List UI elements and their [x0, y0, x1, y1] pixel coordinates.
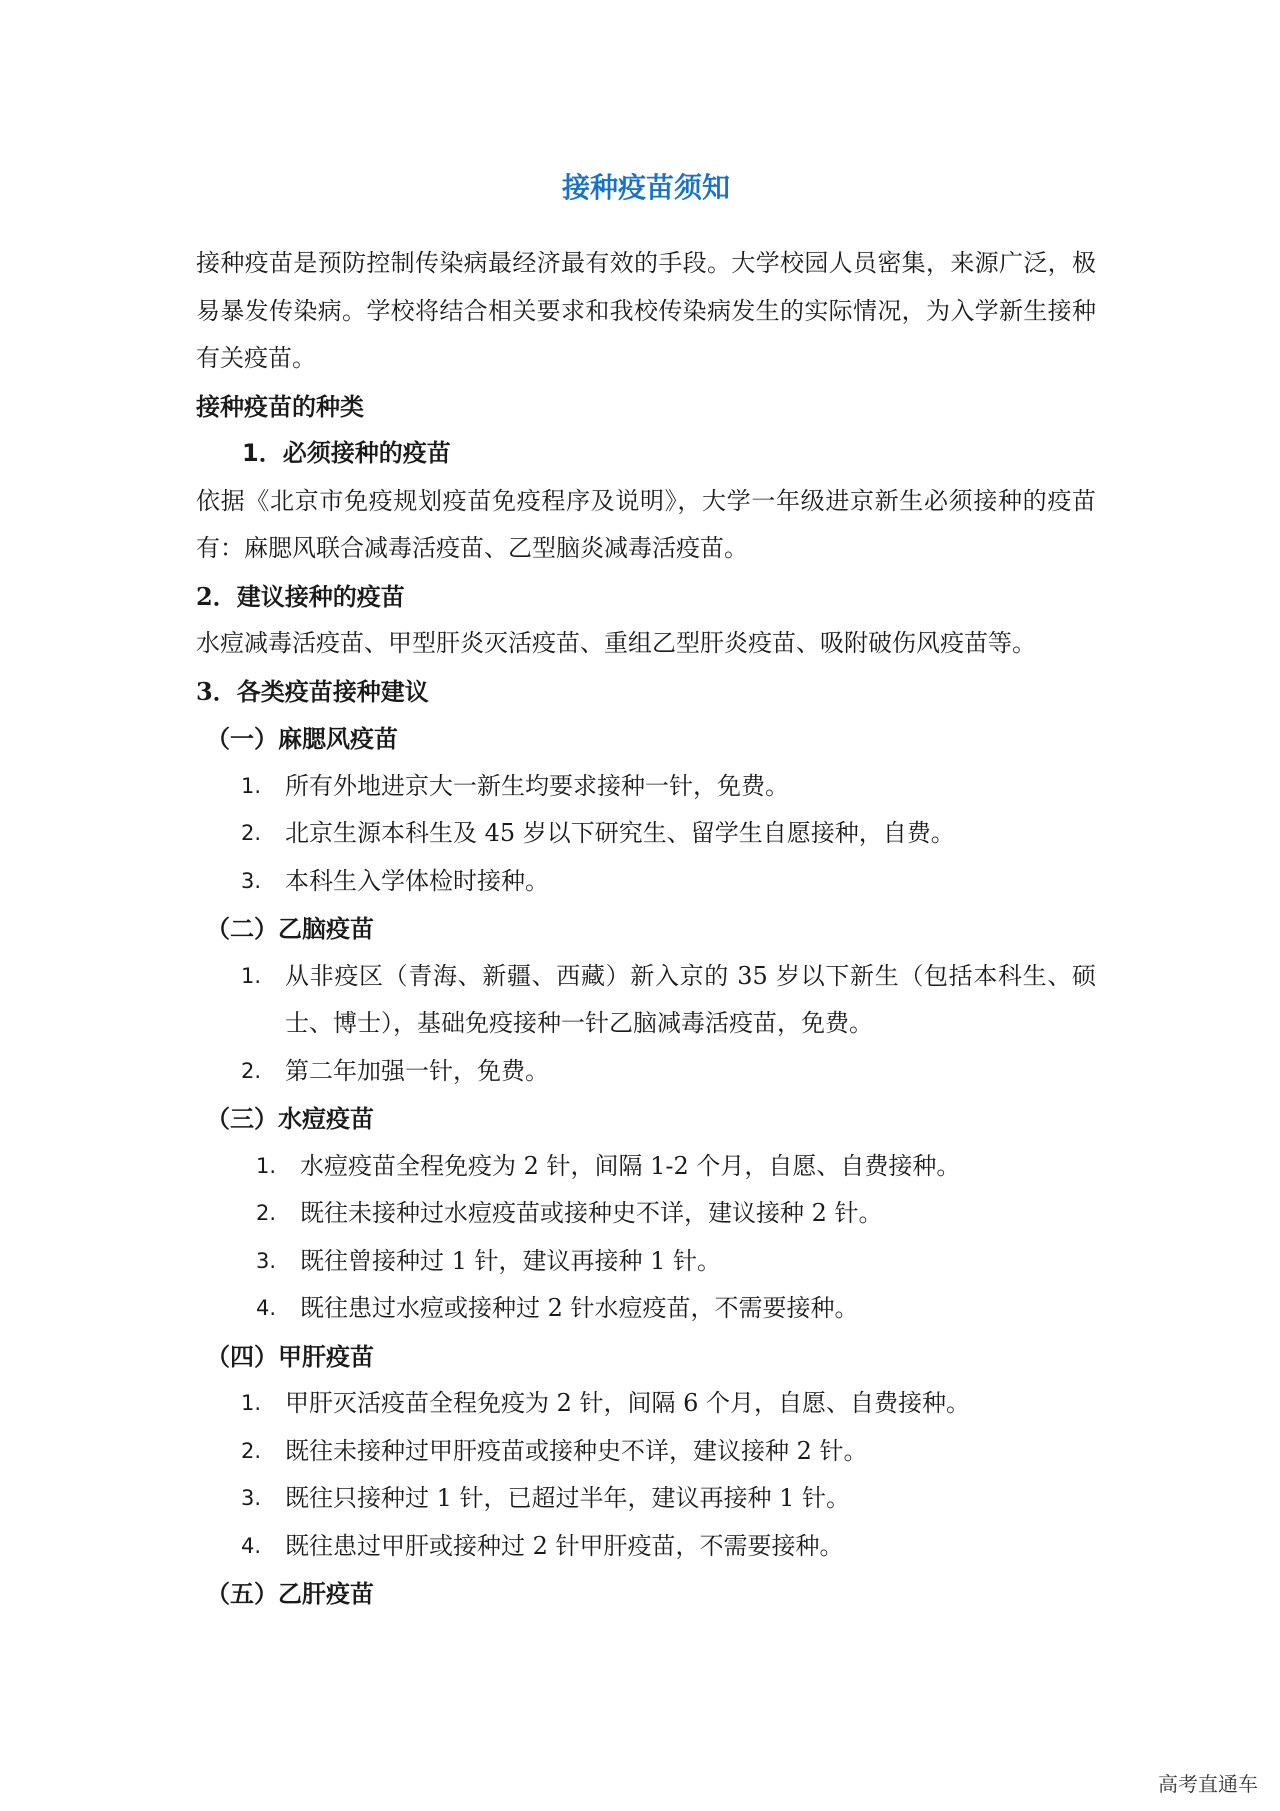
list-text: 第二年加强一针，免费。 — [285, 1056, 549, 1085]
list-item — [196, 1238, 1096, 1286]
list-item — [196, 1523, 1096, 1571]
list-number: 4. — [256, 1296, 277, 1320]
list-number: 2. — [241, 1438, 262, 1463]
je-heading: （二）乙脑疫苗 — [206, 914, 374, 943]
list-text: 从非疫区（青海、新疆、西藏）新入京的 35 岁以下新生（包括本科生、硕士、博士），基础免疫接种一针乙脑减毒活疫苗，免费。 — [285, 961, 1096, 1037]
list-text: 既往未接种过甲肝疫苗或接种史不详，建议接种 2 针。 — [285, 1436, 868, 1465]
list-number: 3. — [241, 868, 262, 893]
page-title: 接种疫苗须知 — [561, 171, 730, 204]
list-text: 本科生入学体检时接种。 — [285, 866, 549, 895]
list-item — [196, 1048, 1096, 1096]
list-text: 水痘疫苗全程免疫为 2 针，间隔 1-2 个月，自愿、自费接种。 — [300, 1151, 961, 1180]
list-item — [196, 953, 1096, 1048]
hepb-heading: （五）乙肝疫苗 — [206, 1579, 374, 1608]
list-item — [196, 810, 1096, 858]
list-number: 1. — [241, 773, 262, 798]
list-text: 既往患过甲肝或接种过 2 针甲肝疫苗，不需要接种。 — [285, 1531, 844, 1560]
watermark-text: 高考直通车 — [1158, 1772, 1258, 1796]
document-page — [196, 166, 1096, 1618]
list-text: 既往患过水痘或接种过 2 针水痘疫苗，不需要接种。 — [300, 1294, 859, 1322]
recommended-body: 水痘减毒活疫苗、甲型肝炎灭活疫苗、重组乙型肝炎疫苗、吸附破伤风疫苗等。 — [196, 629, 1036, 657]
list-item — [196, 1143, 1096, 1191]
list-item — [196, 1380, 1096, 1428]
recommended-heading: 2．建议接种的疫苗 — [196, 581, 405, 611]
hepa-heading: （四）甲肝疫苗 — [206, 1341, 374, 1371]
list-text: 甲肝灭活疫苗全程免疫为 2 针，间隔 6 个月，自愿、自费接种。 — [285, 1389, 971, 1417]
list-number: 4. — [241, 1533, 262, 1558]
section-heading-types: 接种疫苗的种类 — [196, 391, 364, 421]
list-text: 既往只接种过 1 针，已超过半年，建议再接种 1 针。 — [285, 1484, 851, 1512]
list-number: 1. — [241, 963, 262, 988]
mmr-heading: （一）麻腮风疫苗 — [206, 724, 398, 753]
list-number: 1. — [241, 1391, 262, 1415]
mandatory-heading: 1．必须接种的疫苗 — [242, 439, 451, 467]
list-item — [196, 1475, 1096, 1523]
varicella-heading: （三）水痘疫苗 — [206, 1104, 374, 1133]
list-item — [196, 858, 1096, 906]
list-text: 北京生源本科生及 45 岁以下研究生、留学生自愿接种，自费。 — [285, 819, 955, 847]
intro-paragraph: 接种疫苗是预防控制传染病最经济最有效的手段。大学校园人员密集，来源广泛，极易暴发传染病。学校将结合相关要求和我校传染病发生的实际情况，为入学新生接种有关疫苗。 — [196, 249, 1096, 372]
list-number: 2. — [241, 1058, 262, 1083]
list-text: 既往未接种过水痘疫苗或接种史不详，建议接种 2 针。 — [300, 1199, 883, 1227]
list-item — [196, 1428, 1096, 1476]
list-item — [196, 1285, 1096, 1333]
list-text: 既往曾接种过 1 针，建议再接种 1 针。 — [300, 1246, 722, 1275]
list-number: 1. — [256, 1153, 277, 1178]
mandatory-body: 依据《北京市免疫规划疫苗免疫程序及说明》，大学一年级进京新生必须接种的疫苗有：麻腮风联合减毒活疫苗、乙型脑炎减毒活疫苗。 — [196, 486, 1096, 562]
advice-heading: 3．各类疫苗接种建议 — [196, 676, 429, 706]
list-text: 所有外地进京大一新生均要求接种一针，免费。 — [285, 771, 789, 800]
list-item — [196, 763, 1096, 811]
list-number: 2. — [256, 1201, 277, 1225]
list-item — [196, 1190, 1096, 1238]
list-number: 2. — [241, 821, 262, 845]
list-number: 3. — [256, 1248, 277, 1273]
list-number: 3. — [241, 1486, 262, 1510]
